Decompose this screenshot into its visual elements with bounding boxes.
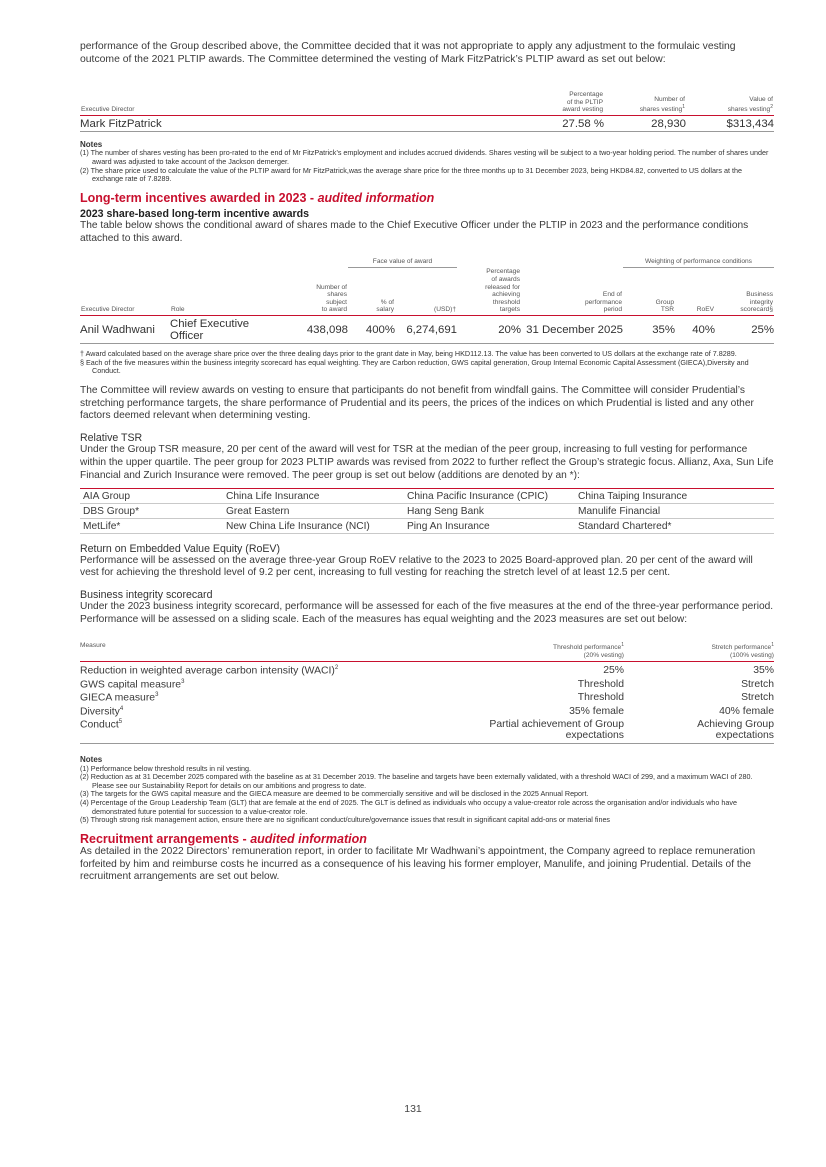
bis-paragraph: Under the 2023 business integrity scorecard, performance will be assessed for each of the five measures at the end of the three-year performance period. Performance will be assessed on a sliding scale. Each of the measures has equal weighting and the 2023 measures are set out below: <box>80 601 774 625</box>
measure-name: Reduction in weighted average carbon intensity (WACI)$^2$ <box>80 665 339 677</box>
award-header-director: Executive Director <box>81 306 135 314</box>
peer-group-table <box>80 488 774 534</box>
measure-name: Diversity$^4$ <box>80 705 124 717</box>
table-row <box>80 705 774 718</box>
recruitment-paragraph: As detailed in the 2022 Directors’ remuneration report, in order to facilitate Mr Wadhwani’s appointment, the Company agreed to replace remuneration forfeited by him and reimburse costs he incurred as a consequence of his leaving his former employer, Manulife, and joining Prudential. Details of the recruitment arrangements are set out below. <box>80 845 756 883</box>
measure-name: GWS capital measure$^3$ <box>80 678 185 691</box>
peer-cell: China Pacific Insurance (CPIC) <box>404 488 575 503</box>
peer-cell: Manulife Financial <box>575 503 774 518</box>
peer-cell: AIA Group <box>80 488 223 503</box>
award-header-usd: (USD)† <box>434 306 456 314</box>
peer-cell: Ping An Insurance <box>404 518 575 533</box>
award-header-end-period: End of performance period <box>584 291 622 314</box>
award-pct-salary: 400% <box>365 324 395 336</box>
measure-threshold: 25% <box>603 665 624 677</box>
section-heading-recruitment: Recruitment arrangements - audited information <box>80 831 367 846</box>
award-notes <box>80 350 774 376</box>
note-item: (5) Through strong risk management action, ensure there are no significant conduct/culture/governance issues that result in significant capital add-ons or material fines <box>80 815 611 825</box>
relative-tsr-paragraph: Under the Group TSR measure, 20 per cent of the award will vest for TSR at the median of the peer group, increasing to full vesting for performance within the upper quartile. The peer group for 2023 PLTIP awards was revised from 2022 to further reflect the Group’s strategic focus. Allianz, Axa, Sun Life Financial and Zurich Insurance were removed. The peer group is set out below (additions are denoted by an *): <box>80 444 774 481</box>
notes-block-1 <box>80 141 774 184</box>
award-director: Anil Wadhwani <box>80 324 155 336</box>
measures-header-threshold: Threshold performance$^1$ (20% vesting) <box>553 641 624 659</box>
relative-tsr-label: Relative TSR <box>80 432 143 445</box>
award-header-roev: RoEV <box>696 306 714 314</box>
peer-cell: MetLife* <box>80 518 223 533</box>
bis-label: Business integrity scorecard <box>80 589 213 602</box>
table-row <box>80 662 774 678</box>
award-header-shares: Number of shares subject to award <box>316 283 347 314</box>
page-content <box>80 40 774 884</box>
peer-cell: China Life Insurance <box>223 488 404 503</box>
note-item: § Each of the five measures within the business integrity scorecard has equal weighting. They are Carbon reduction, GWS capital generation, Group Internal Economic Capital Assessment (GIECA),Diversity and Conduct. <box>80 357 749 376</box>
measure-name: Conduct$^5$ <box>80 719 123 731</box>
notes-title: Notes <box>80 755 103 764</box>
note-item: (1) Performance below threshold results in nil vesting. <box>80 763 251 773</box>
award-header-scorecard: Business integrity scorecard§ <box>740 291 773 314</box>
award-usd: 6,274,691 <box>406 324 457 336</box>
measure-name: GIECA measure$^3$ <box>80 692 159 704</box>
measures-header-stretch: Stretch performance$^1$ (100% vesting) <box>711 641 774 659</box>
table-row <box>80 691 774 704</box>
peer-cell: Standard Chartered* <box>575 518 774 533</box>
note-item: (4) Percentage of the Group Leadership Team (GLT) that are female at the end of 2025. The GLT is defined as individuals who occupy a value-creator role across the organisation and/or individuals who have demonstrated future potential for succession to a value-creator role. <box>80 797 737 816</box>
table-row <box>80 678 774 691</box>
measure-stretch: Stretch <box>741 692 774 704</box>
note-item: (1) The number of shares vesting has been pro-rated to the end of Mr FitzPatrick’s employment and includes accrued dividends. Shares vesting will be subject to a two-year holding period. The number of shares under award was adjusted to take account of the Jackson demerger. <box>80 148 769 166</box>
measure-threshold: Threshold <box>577 678 624 690</box>
vesting-header-percentage: Percentage of the PLTIP award vesting <box>562 91 603 114</box>
measure-threshold: Threshold <box>577 692 624 704</box>
table-row <box>80 503 774 518</box>
note-item: (2) Reduction as at 31 December 2025 compared with the baseline as at 31 December 2019. The baseline and targets have been externally validated, with a threshold WACI of 299, and a maximum WACI of 280. Please see our Sustainability Report for details on our ambitions and progress to date. <box>80 772 753 790</box>
award-header-role: Role <box>171 306 185 314</box>
notes-block-2 <box>80 756 774 825</box>
measure-stretch: 40% female <box>719 705 774 717</box>
note-item: † Award calculated based on the average share price over the three dealing days prior to the grant date in May, being HKD112.13. The value has been converted to US dollars at the exchange rate of 7.8289. <box>80 349 737 358</box>
vesting-header-director: Executive Director <box>81 106 135 114</box>
award-role: Chief Executive Officer <box>170 318 250 342</box>
award-header-released: Percentage of awards released for achieving threshold targets <box>485 268 520 314</box>
award-released: 20% <box>498 324 521 336</box>
measure-threshold: 35% female <box>569 705 624 717</box>
award-shares: 438,098 <box>306 324 348 336</box>
table-row <box>80 316 774 344</box>
awards-intro: The table below shows the conditional award of shares made to the Chief Executive Officer under the PLTIP in 2023 and the performance conditions attached to this award. <box>80 219 749 244</box>
peer-cell: Hang Seng Bank <box>404 503 575 518</box>
vesting-header-value: Value of shares vesting$^2$ <box>727 96 773 114</box>
measure-stretch: Stretch <box>741 678 774 690</box>
peer-cell: New China Life Insurance (NCI) <box>223 518 404 533</box>
measure-stretch: Achieving Group expectations <box>697 719 774 741</box>
section-subheading-awards: 2023 share-based long-term incentive awards <box>80 207 310 220</box>
vesting-table <box>80 90 774 132</box>
table-row <box>80 488 774 503</box>
vesting-name: Mark FitzPatrick <box>80 117 162 130</box>
award-scorecard: 25% <box>751 324 774 336</box>
roev-paragraph: Performance will be assessed on the average three-year Group RoEV relative to the 2023 to 2025 Board-approved plan. 20 per cent of the award will vest for achieving the threshold level of 9.2 per cent, increasing to full vesting for reaching the stretch level of at least 12.5 per cent. <box>80 554 753 579</box>
award-roev: 40% <box>692 324 715 336</box>
peer-cell: DBS Group* <box>80 503 223 518</box>
measure-threshold: Partial achievement of Group expectations <box>489 719 624 741</box>
award-tsr: 35% <box>652 324 675 336</box>
table-row <box>80 115 774 131</box>
award-table <box>80 257 774 344</box>
vesting-shares: 28,930 <box>651 117 686 130</box>
vesting-percentage: 27.58 % <box>562 117 604 130</box>
table-row <box>80 718 774 744</box>
page-number: 131 <box>404 1103 422 1115</box>
face-value-group-header: Face value of award <box>348 257 457 267</box>
intro-paragraph: performance of the Group described above, the Committee decided that it was not appropriate to apply any adjustment to the formulaic vesting outcome of the 2021 PLTIP awards. The Committee determined the vesting of Mark FitzPatrick’s PLTIP award as set out below: <box>80 41 736 65</box>
weighting-group-header: Weighting of performance conditions <box>623 257 774 267</box>
peer-cell: China Taiping Insurance <box>575 488 774 503</box>
section-heading-lti: Long-term incentives awarded in 2023 - audited information <box>80 190 435 205</box>
notes-title: Notes <box>80 139 103 149</box>
note-item: (2) The share price used to calculate the value of the PLTIP award for Mr FitzPatrick,was the average share price for the three months up to 31 December 2023, being HKD84.82, converted to US dollars at the exchange rate of 7.8289. <box>80 165 742 184</box>
award-header-pct-salary: % of salary <box>376 298 394 314</box>
award-end-period: 31 December 2025 <box>526 324 623 336</box>
vesting-header-shares: Number of shares vesting$^1$ <box>639 96 685 114</box>
roev-label: Return on Embedded Value Equity (RoEV) <box>80 542 281 555</box>
peer-cell: Great Eastern <box>223 503 404 518</box>
measures-header-measure: Measure <box>80 641 106 649</box>
committee-paragraph: The Committee will review awards on vesting to ensure that participants do not benefit from windfall gains. The Committee will consider Prudential’s stretching performance targets, the share performance of Prudential and its peers, the prices of the indices on which Prudential is listed and any other factors deemed relevant when determining vesting. <box>80 384 754 422</box>
award-header-tsr: Group TSR <box>655 298 674 314</box>
note-item: (3) The targets for the GWS capital measure and the GIECA measure are deemed to be commercially sensitive and will be disclosed in the 2025 Annual Report. <box>80 789 589 799</box>
measures-table <box>80 641 774 744</box>
vesting-value: $313,434 <box>726 117 774 130</box>
table-row <box>80 518 774 533</box>
measure-stretch: 35% <box>753 665 774 677</box>
